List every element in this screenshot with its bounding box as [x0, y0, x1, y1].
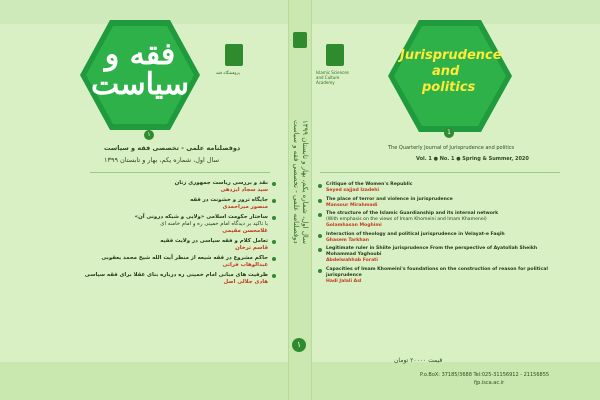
bullet-icon	[272, 257, 276, 261]
front-article-item: تعامل کلام و فقه سیاسی در ولایت فقیه قاسم ترخان	[76, 238, 276, 252]
front-title-fa: فقه و سیاست	[91, 37, 189, 102]
back-article-item: The place of terror and violence in jurisprudence Mansour Mirahmadi	[318, 197, 558, 209]
back-article-item: Interaction of theology and political jurisprudence in Velayat-e Faqih Ghasem Tarkhan	[318, 232, 558, 244]
front-separator	[90, 172, 270, 173]
bullet-icon	[318, 269, 322, 273]
front-article-item: ساختار حکومت اسلامی «ولایی و شبکه درونی آن» با تاکید بر دیدگاه امام خمینی ره و امام خامنه ای غلامحسن مقیمی	[76, 214, 276, 235]
contact-info: P.o.BoX: 37185/3688 Tel:025-31156912 - 21156855	[420, 372, 550, 378]
bullet-icon	[318, 213, 322, 217]
front-logo-caption: پژوهشگاه فقه	[216, 70, 240, 75]
spine-issue: سال اول، شماره یکم، بهار و تابستان ۱۳۹۹	[301, 120, 309, 244]
front-article-item: جایگاه ترور و خشونت در فقه منصور میراحمدی	[76, 197, 276, 211]
bullet-icon	[272, 274, 276, 278]
back-article-item: Legitimate ruler in Shiite jurisprudence From the perspective of Ayatollah Sheikh Mohammad Yaghoubi Abdelwahhab Forati	[318, 246, 558, 264]
back-article-list	[318, 182, 558, 287]
back-separator	[320, 172, 560, 173]
front-article-list	[76, 180, 276, 289]
bullet-icon	[272, 216, 276, 220]
back-article-item: Capacities of Imam Khomeini's foundations on the construction of reason for political jurisprudence Hadi Jalali Asl	[318, 267, 558, 285]
back-title-line1: Jurisprudence	[400, 48, 502, 63]
back-issue-info: Vol. 1 ● No. 1 ● Spring & Summer, 2020	[416, 156, 529, 162]
front-article-item: نقد و بررسی ریاست جمهوری زنان سید سجاد ایزدهی	[76, 180, 276, 194]
back-title-en	[400, 48, 502, 96]
spine-title: دوفصلنامه علمی - تخصصی فقه و سیاست	[292, 120, 300, 244]
bullet-icon	[272, 240, 276, 244]
front-subtitle: دوفصلنامه علمی - تخصصی فقه و سیاست	[104, 144, 241, 152]
front-article-item: ظرفیت های مبانی امام خمینی ره درباره بنای عقلا برای فقه سیاسی هادی جلالی اصل	[76, 272, 276, 286]
spine-badge: ۱	[292, 338, 306, 352]
front-issue-info: سال اول، شماره یکم، بهار و تابستان ۱۳۹۹	[104, 156, 220, 164]
bullet-icon	[318, 184, 322, 188]
back-article-item: Critique of the Women's Republic Seyed sajjad Izadehi	[318, 182, 558, 194]
bullet-icon	[272, 199, 276, 203]
bullet-icon	[318, 199, 322, 203]
journal-url: fjp.isca.ac.ir	[474, 380, 505, 386]
back-issue-badge: 1	[444, 128, 454, 138]
price-label: قیمت ۲۰۰۰۰ تومان	[394, 357, 443, 364]
front-logo-icon	[225, 44, 243, 66]
spine-logo-icon	[293, 32, 307, 48]
back-journal-name: The Quarterly Journal of Jurisprudence and politics	[388, 145, 515, 151]
back-logo-caption: Islamic Sciences and Culture Academy	[316, 70, 349, 85]
front-article-item: حاکم مشروع در فقه شیعه از منظر آیت الله شیخ محمد یعقوبی عبدالوهاب فراتی	[76, 255, 276, 269]
front-issue-badge: ۱	[144, 130, 154, 140]
bullet-icon	[272, 182, 276, 186]
back-logo-icon	[326, 44, 344, 66]
back-article-item: The structure of the Islamic Guardianship and its internal network (With emphasis on the views of Imam Khomeini and Imam Khamenei) Golamhasan Moghimi	[318, 211, 558, 229]
bullet-icon	[318, 248, 322, 252]
back-title-line2: and	[432, 64, 460, 79]
bullet-icon	[318, 234, 322, 238]
back-title-line3: politics	[422, 80, 476, 95]
